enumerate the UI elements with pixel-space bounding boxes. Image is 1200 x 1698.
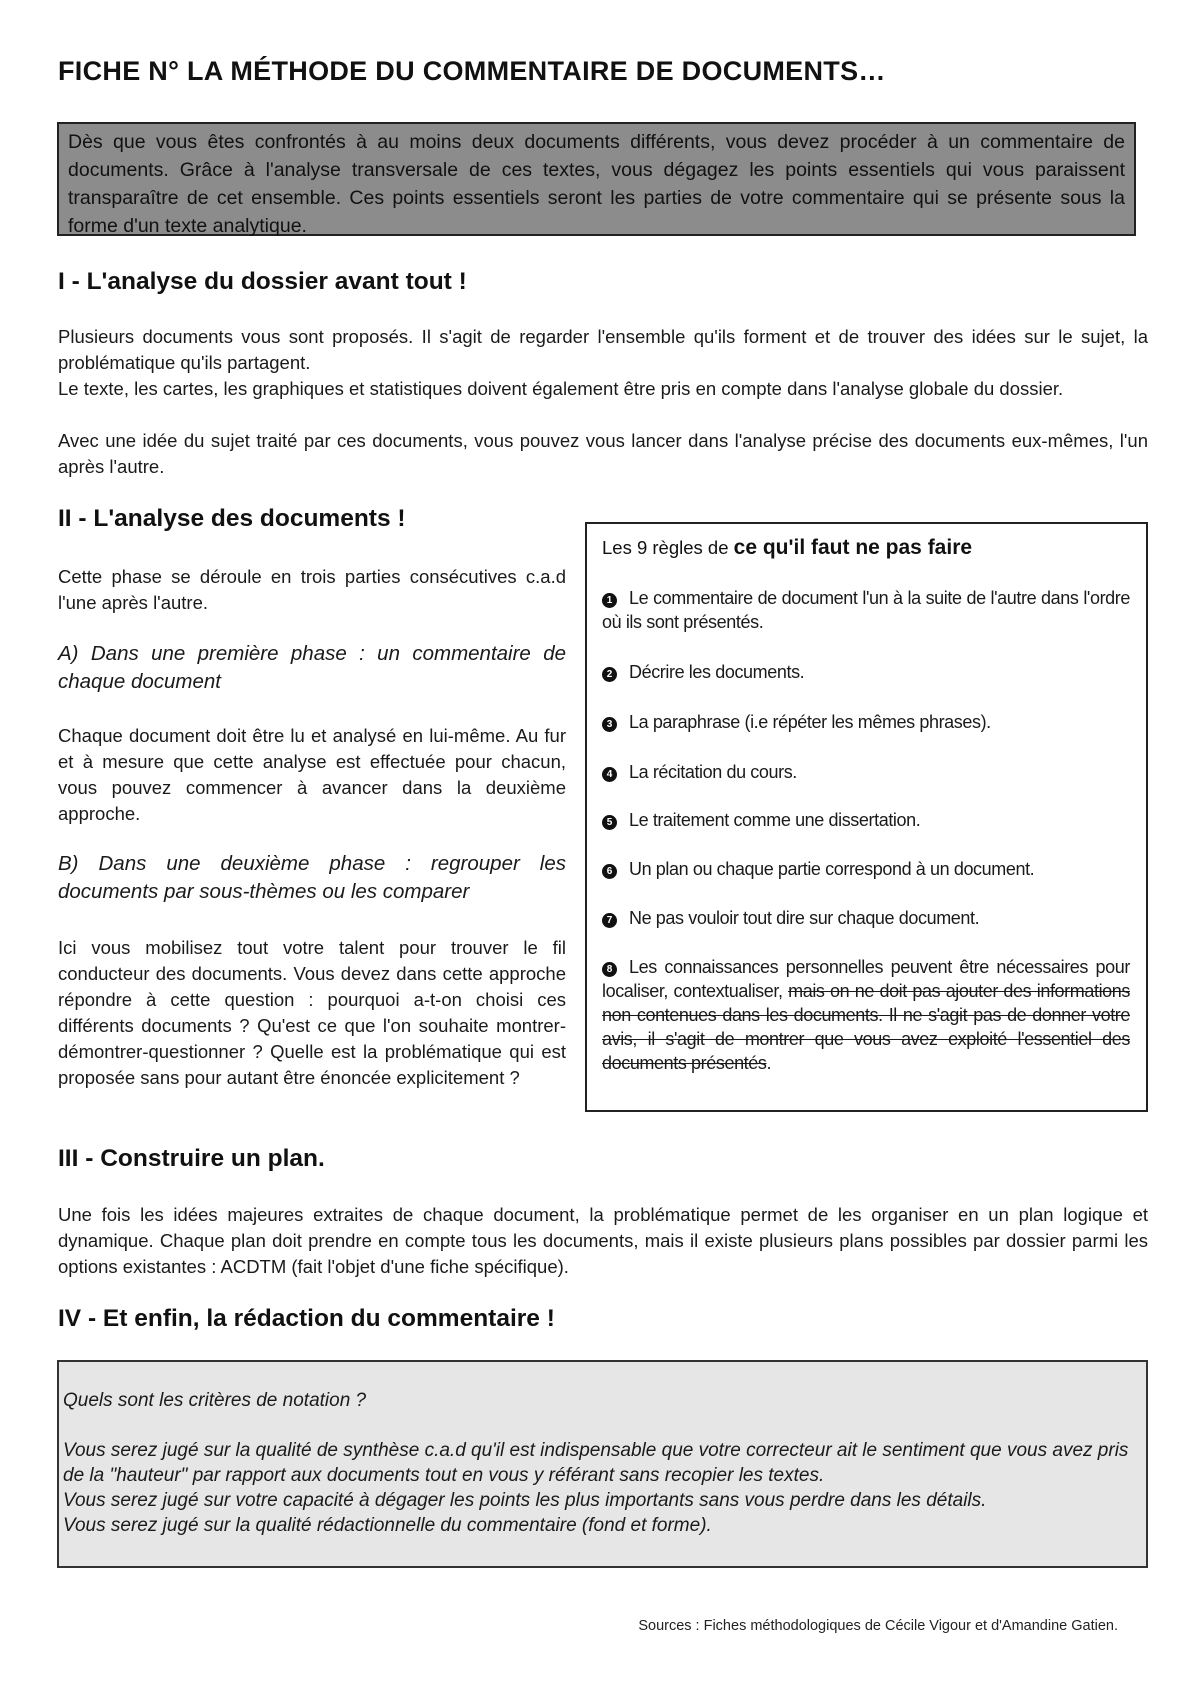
- rule-text: Un plan ou chaque partie correspond à un document.: [629, 859, 1035, 879]
- section-1-paragraph-2: Le texte, les cartes, les graphiques et statistiques doivent également être pris en compte dans l'analyse globale du dossier.: [58, 378, 1064, 399]
- phase-a-text: Chaque document doit être lu et analysé en lui-même. Au fur et à mesure que cette analyse est effectuée pour chacun, vous pouvez commencer à avancer dans la deuxième approche.: [58, 725, 566, 824]
- rule-number-badge: 8: [602, 962, 617, 977]
- rule-struck-text: mais on ne doit pas ajouter des informations non contenues dans les documents. Il ne s'agit pas de donner votre avis, il s'agit de montrer que vous avez exploité l'essentiel des documents présentés: [602, 981, 1130, 1073]
- rule-item: [602, 906, 1130, 930]
- rule-text: La récitation du cours.: [629, 762, 797, 782]
- phase-a-title: A) Dans une première phase : un commentaire de chaque document: [58, 642, 566, 693]
- rule-item: [602, 710, 1130, 734]
- rule-text: La paraphrase (i.e répéter les mêmes phrases).: [629, 712, 991, 732]
- sources-footer: Sources : Fiches méthodologiques de Cécile Vigour et d'Amandine Gatien.: [638, 1618, 1118, 1634]
- rule-text: Les connaissances personnelles peuvent être nécessaires pour localiser, contextualiser,: [602, 957, 1130, 1001]
- rule-text: Décrire les documents.: [629, 662, 805, 682]
- section-4-title: IV - Et enfin, la rédaction du commentaire !: [58, 1305, 555, 1332]
- rule-item: [602, 586, 1130, 634]
- criteria-item: Vous serez jugé sur la qualité rédactionnelle du commentaire (fond et forme).: [63, 1515, 712, 1536]
- rules-title-bold: ce qu'il faut ne pas faire: [733, 536, 973, 559]
- rule-item: [602, 808, 1130, 832]
- rule-text: Le traitement comme une dissertation.: [629, 810, 921, 830]
- rule-text: Le commentaire de document l'un à la suite de l'autre dans l'ordre où ils sont présentés.: [602, 588, 1130, 632]
- intro-text: Dès que vous êtes confrontés à au moins deux documents différents, vous devez procéder à un commentaire de documents. Grâce à l'analyse transversale de ces textes, vous dégagez les points essentiels qui vous paraissent transparaître de cet ensemble. Ces points essentiels seront les parties de votre commentaire qui se présente sous la forme d'un texte analytique.: [68, 131, 1125, 237]
- rule-item: [602, 955, 1130, 1075]
- section-2-intro: Cette phase se déroule en trois parties consécutives c.a.d l'une après l'autre.: [58, 566, 566, 613]
- section-3-title: III - Construire un plan.: [58, 1145, 325, 1172]
- rule-number-badge: 5: [602, 815, 617, 830]
- rule-number-badge: 4: [602, 767, 617, 782]
- phase-b-text: Ici vous mobilisez tout votre talent pour trouver le fil conducteur des documents. Vous devez dans cette approche répondre à cette question : pourquoi a-t-on choisi ces différents documents ? Qu'est ce que l'on souhaite montrer-démontrer-questionner ? Quelle est la problématique qui est proposée sans pour autant être énoncée explicitement ?: [58, 937, 566, 1088]
- rules-title-prefix: Les 9 règles de: [602, 537, 734, 558]
- rule-number-badge: 7: [602, 913, 617, 928]
- section-3-text: Une fois les idées majeures extraites de chaque document, la problématique permet de les organiser en un plan logique et dynamique. Chaque plan doit prendre en compte tous les documents, mais il existe plusieurs plans possibles par dossier parmi les options existantes : ACDTM (fait l'objet d'une fiche spécifique).: [58, 1204, 1148, 1277]
- rule-number-badge: 1: [602, 593, 617, 608]
- rules-box: [585, 522, 1148, 1112]
- criteria-box: [57, 1360, 1148, 1568]
- intro-box: [57, 122, 1136, 236]
- rules-title: [602, 536, 972, 560]
- rule-number-badge: 3: [602, 717, 617, 732]
- page-title: FICHE N° LA MÉTHODE DU COMMENTAIRE DE DOCUMENTS…: [58, 56, 886, 86]
- rule-text-end: .: [766, 1053, 772, 1073]
- section-1-paragraph-3: Avec une idée du sujet traité par ces documents, vous pouvez vous lancer dans l'analyse précise des documents eux-mêmes, l'un après l'autre.: [58, 430, 1148, 477]
- criteria-item: Vous serez jugé sur votre capacité à dégager les points les plus importants sans vous perdre dans les détails.: [63, 1490, 987, 1511]
- rule-item: [602, 660, 1130, 684]
- section-1-title: I - L'analyse du dossier avant tout !: [58, 268, 467, 295]
- rule-item: [602, 760, 1130, 784]
- rule-item: [602, 857, 1130, 881]
- rule-number-badge: 6: [602, 864, 617, 879]
- rule-number-badge: 2: [602, 667, 617, 682]
- criteria-item: Vous serez jugé sur la qualité de synthèse c.a.d qu'il est indispensable que votre correcteur ait le sentiment que vous avez pris de la "hauteur" par rapport aux documents tout en vous y référant sans recopier les textes.: [63, 1440, 1129, 1486]
- phase-b-title: B) Dans une deuxième phase : regrouper les documents par sous-thèmes ou les comparer: [58, 852, 566, 903]
- rule-text: Ne pas vouloir tout dire sur chaque document.: [629, 908, 980, 928]
- section-1-paragraph-1: Plusieurs documents vous sont proposés. Il s'agit de regarder l'ensemble qu'ils forment et de trouver des idées sur le sujet, la problématique qu'ils partagent.: [58, 326, 1148, 373]
- criteria-question: Quels sont les critères de notation ?: [63, 1390, 367, 1411]
- section-2-title: II - L'analyse des documents !: [58, 505, 406, 532]
